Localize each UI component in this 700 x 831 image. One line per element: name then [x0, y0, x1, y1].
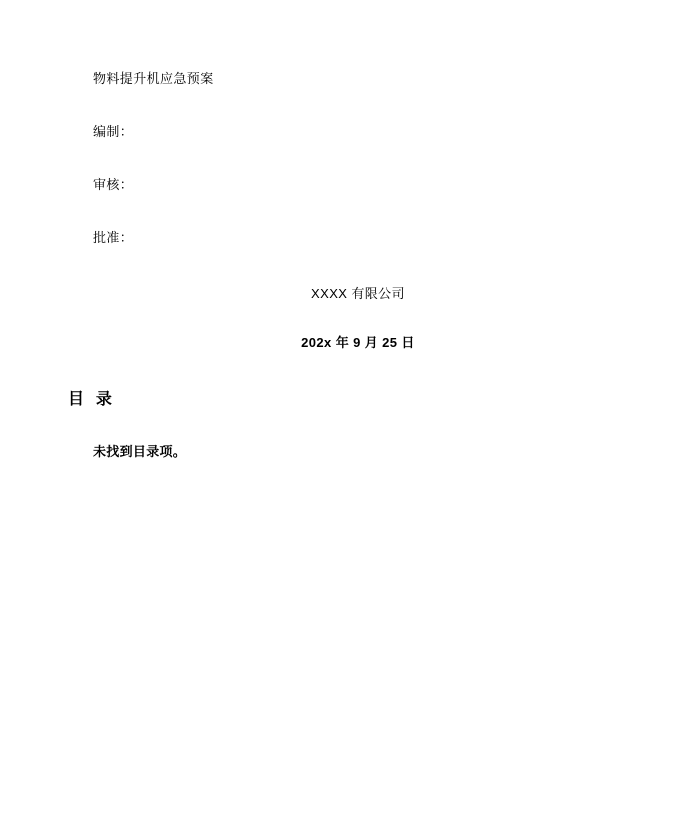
field-prepared-by: 编制： — [93, 124, 134, 139]
document-date: 202x 年 9 月 25 日 — [301, 335, 415, 350]
table-of-contents-empty-message: 未找到目录项。 — [93, 444, 187, 459]
document-body — [93, 60, 623, 352]
table-of-contents-heading: 目 录 — [68, 391, 113, 408]
company-name: XXXX 有限公司 — [311, 286, 405, 301]
document-title: 物料提升机应急预案 — [93, 71, 214, 86]
field-reviewed-by: 审核： — [93, 177, 134, 192]
field-approved-by: 批准： — [93, 230, 134, 245]
